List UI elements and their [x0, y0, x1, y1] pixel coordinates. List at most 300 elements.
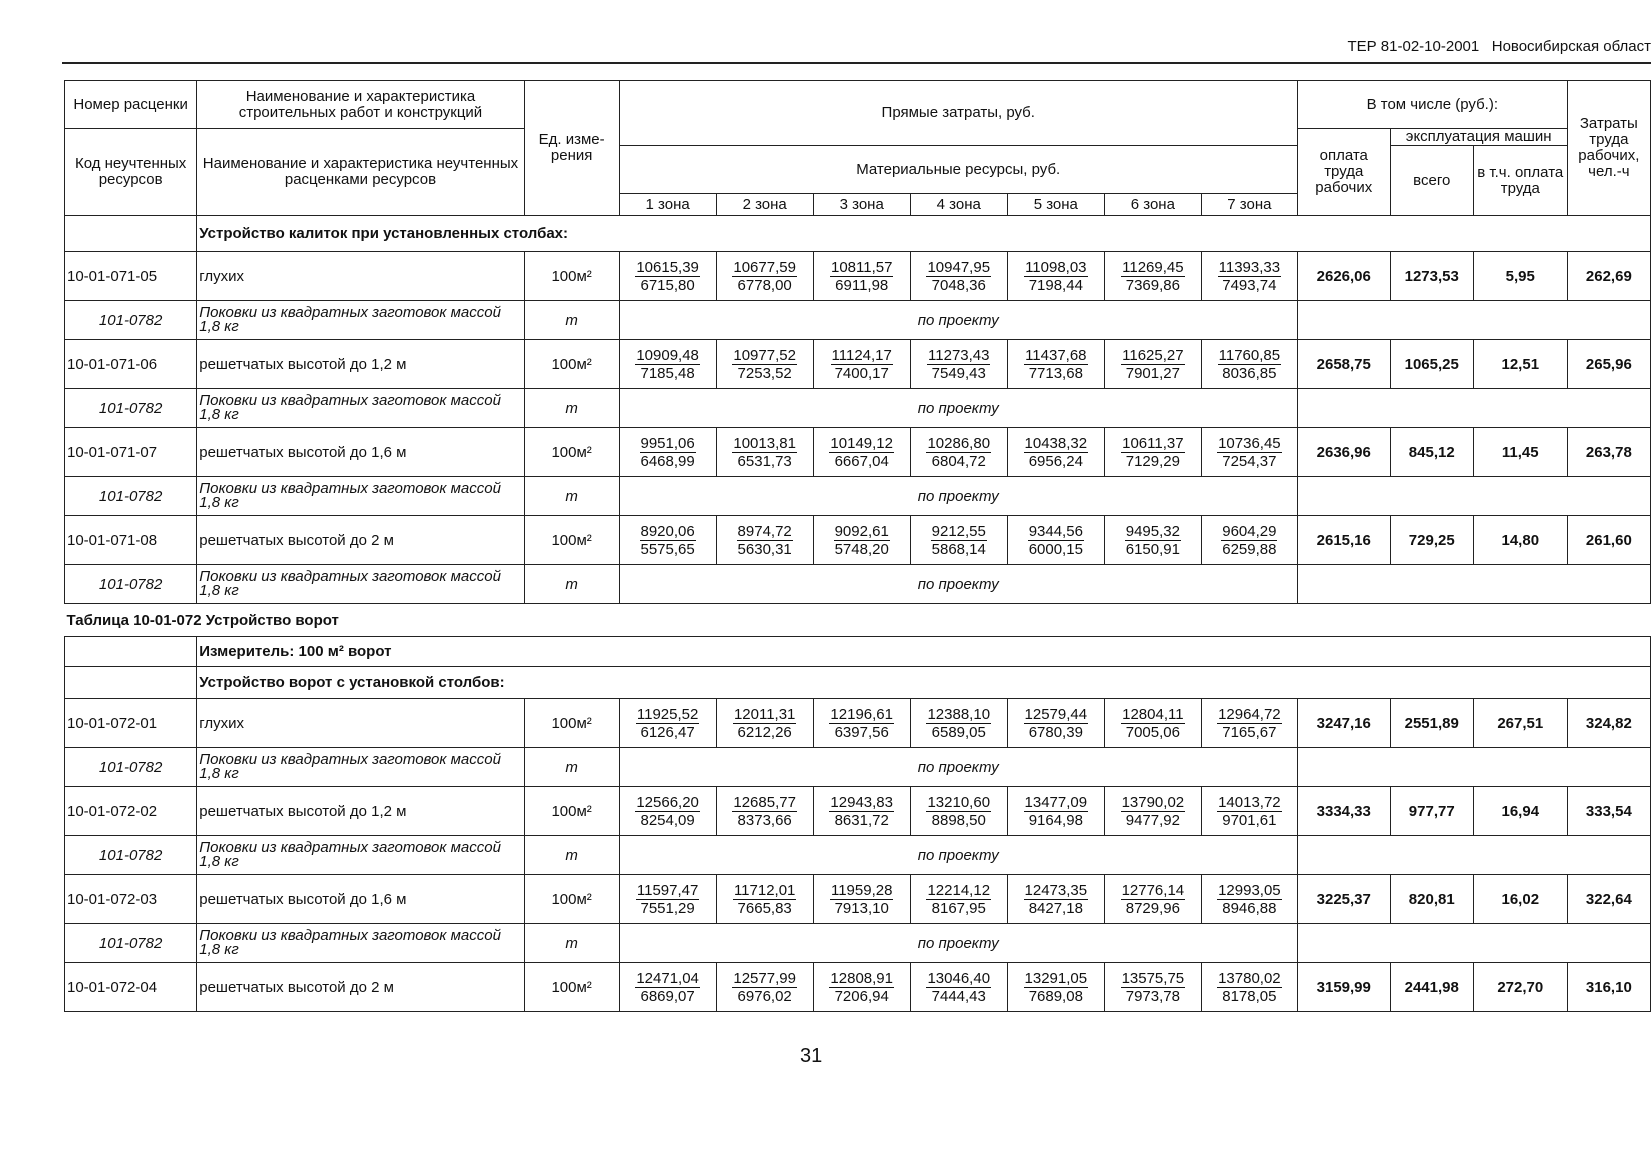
- col-oplata: оплата труда рабочих: [1297, 129, 1390, 216]
- zone-cost-5: [1007, 875, 1104, 924]
- measure-label: Измеритель: 100 м² ворот: [197, 637, 1651, 667]
- direct-cost: 13575,75: [1121, 969, 1185, 987]
- direct-cost: 8920,06: [640, 522, 695, 540]
- direct-cost: 11124,17: [831, 346, 892, 364]
- direct-cost: 12804,11: [1122, 705, 1184, 723]
- resource-empty: [1297, 301, 1650, 340]
- resource-note: по проекту: [619, 565, 1297, 604]
- resource-note: по проекту: [619, 748, 1297, 787]
- col-naim: Наименование и характеристика строительных работ и конструкций: [197, 81, 524, 129]
- machine-total: 2551,89: [1390, 699, 1473, 748]
- resource-note: по проекту: [619, 477, 1297, 516]
- material-cost: 6212,26: [737, 723, 792, 741]
- rate-unit: 100м²: [524, 875, 619, 924]
- machine-total: 820,81: [1390, 875, 1473, 924]
- zone-cost-7: [1201, 428, 1297, 477]
- zone-cost-7: [1201, 875, 1297, 924]
- zone-cost-2: [716, 963, 813, 1012]
- rate-code: 10-01-072-04: [65, 963, 197, 1012]
- direct-cost: 12993,05: [1218, 881, 1281, 899]
- labor-hours: 324,82: [1567, 699, 1650, 748]
- zone-6: 6 зона: [1104, 194, 1201, 216]
- direct-cost: 12471,04: [636, 969, 699, 987]
- resource-name: Поковки из квадратных заготовок массой 1,8 кг: [197, 565, 524, 604]
- machine-labor: 16,94: [1473, 787, 1567, 836]
- zone-cost-1: [619, 699, 716, 748]
- rate-unit: 100м²: [524, 516, 619, 565]
- zone-cost-3: [813, 963, 910, 1012]
- zone-cost-2: [716, 787, 813, 836]
- direct-cost: 12577,99: [733, 969, 796, 987]
- rate-code: 10-01-071-06: [65, 340, 197, 389]
- zone-cost-7: [1201, 787, 1297, 836]
- labor-pay: 3247,16: [1297, 699, 1390, 748]
- col-zatraty: Затраты труда рабочих, чел.-ч: [1567, 81, 1650, 216]
- measure-label-row: [65, 637, 1651, 667]
- rate-row: [65, 340, 1651, 389]
- material-cost: 6804,72: [931, 452, 986, 470]
- direct-cost: 12685,77: [733, 793, 796, 811]
- material-cost: 8946,88: [1222, 899, 1277, 917]
- zone-cost-7: [1201, 516, 1297, 565]
- rate-name: решетчатых высотой до 2 м: [197, 516, 524, 565]
- resource-row: [65, 477, 1651, 516]
- material-cost: 6715,80: [640, 276, 695, 294]
- direct-cost: 12473,35: [1024, 881, 1088, 899]
- resource-empty: [1297, 477, 1650, 516]
- resource-name: Поковки из квадратных заготовок массой 1,8 кг: [197, 748, 524, 787]
- region-name: Новосибирская област: [1491, 38, 1651, 55]
- rate-code: 10-01-072-02: [65, 787, 197, 836]
- material-cost: 7185,48: [640, 364, 695, 382]
- direct-cost: 13477,09: [1024, 793, 1088, 811]
- rate-unit: 100м²: [524, 340, 619, 389]
- direct-cost: 10677,59: [733, 258, 796, 276]
- direct-cost: 11393,33: [1218, 258, 1281, 276]
- machine-labor: 5,95: [1473, 252, 1567, 301]
- zone-cost-5: [1007, 516, 1104, 565]
- direct-cost: 12388,10: [927, 705, 991, 723]
- resource-name: Поковки из квадратных заготовок массой 1,8 кг: [197, 301, 524, 340]
- resource-name: Поковки из квадратных заготовок массой 1,8 кг: [197, 836, 524, 875]
- empty-cell: [65, 637, 197, 667]
- rate-unit: 100м²: [524, 428, 619, 477]
- material-cost: 6397,56: [834, 723, 889, 741]
- labor-hours: 316,10: [1567, 963, 1650, 1012]
- zone-cost-4: [910, 963, 1007, 1012]
- zone-cost-3: [813, 340, 910, 389]
- col-pryamye: Прямые затраты, руб.: [619, 81, 1297, 146]
- rate-name: решетчатых высотой до 1,2 м: [197, 787, 524, 836]
- material-cost: 7400,17: [834, 364, 889, 382]
- resource-row: [65, 836, 1651, 875]
- rate-row: [65, 875, 1651, 924]
- zone-5: 5 зона: [1007, 194, 1104, 216]
- machine-total: 977,77: [1390, 787, 1473, 836]
- rate-row: [65, 699, 1651, 748]
- material-cost: 7549,43: [931, 364, 986, 382]
- material-cost: 7206,94: [834, 987, 889, 1005]
- material-cost: 6780,39: [1028, 723, 1083, 741]
- material-cost: 6911,98: [835, 276, 889, 294]
- col-vtom: В том числе (руб.):: [1297, 81, 1567, 129]
- direct-cost: 10909,48: [636, 346, 699, 364]
- labor-hours: 265,96: [1567, 340, 1650, 389]
- zone-cost-3: [813, 516, 910, 565]
- resource-code: 101-0782: [65, 565, 197, 604]
- direct-cost: 9344,56: [1028, 522, 1083, 540]
- labor-pay: 3159,99: [1297, 963, 1390, 1012]
- resource-empty: [1297, 389, 1650, 428]
- zone-cost-2: [716, 699, 813, 748]
- col-vsego: всего: [1390, 146, 1473, 216]
- machine-labor: 12,51: [1473, 340, 1567, 389]
- material-cost: 8178,05: [1222, 987, 1277, 1005]
- machine-total: 729,25: [1390, 516, 1473, 565]
- zone-cost-3: [813, 252, 910, 301]
- col-ekspl: эксплуатация машин: [1390, 129, 1567, 146]
- material-cost: 8373,66: [737, 811, 792, 829]
- zone-cost-6: [1104, 963, 1201, 1012]
- rate-code: 10-01-071-07: [65, 428, 197, 477]
- zone-cost-7: [1201, 340, 1297, 389]
- resource-unit: т: [524, 301, 619, 340]
- direct-cost: 10736,45: [1218, 434, 1281, 452]
- material-cost: 6000,15: [1028, 540, 1083, 558]
- zone-cost-1: [619, 787, 716, 836]
- zone-cost-5: [1007, 428, 1104, 477]
- resource-unit: т: [524, 748, 619, 787]
- direct-cost: 10947,95: [927, 258, 991, 276]
- rate-name: решетчатых высотой до 2 м: [197, 963, 524, 1012]
- direct-cost: 12011,31: [733, 705, 796, 723]
- direct-cost: 12964,72: [1218, 705, 1281, 723]
- page-number: 31: [800, 1045, 823, 1067]
- rate-row: [65, 252, 1651, 301]
- resource-unit: т: [524, 389, 619, 428]
- running-header: [1347, 38, 1651, 55]
- resource-empty: [1297, 836, 1650, 875]
- direct-cost: 13210,60: [927, 793, 991, 811]
- material-cost: 6259,88: [1222, 540, 1277, 558]
- direct-cost: 13780,02: [1218, 969, 1281, 987]
- material-cost: 7005,06: [1125, 723, 1180, 741]
- material-cost: 7369,86: [1125, 276, 1180, 294]
- material-cost: 5748,20: [834, 540, 889, 558]
- zone-cost-4: [910, 787, 1007, 836]
- direct-cost: 9495,32: [1125, 522, 1180, 540]
- labor-pay: 2615,16: [1297, 516, 1390, 565]
- labor-hours: 322,64: [1567, 875, 1650, 924]
- labor-hours: 261,60: [1567, 516, 1650, 565]
- rate-name: решетчатых высотой до 1,6 м: [197, 428, 524, 477]
- labor-pay: 2626,06: [1297, 252, 1390, 301]
- resource-unit: т: [524, 836, 619, 875]
- rate-code: 10-01-072-01: [65, 699, 197, 748]
- zone-cost-4: [910, 699, 1007, 748]
- section-title-2-row: [65, 667, 1651, 699]
- zone-cost-1: [619, 963, 716, 1012]
- resource-note: по проекту: [619, 389, 1297, 428]
- zone-cost-1: [619, 340, 716, 389]
- rate-name: решетчатых высотой до 1,2 м: [197, 340, 524, 389]
- zone-cost-5: [1007, 787, 1104, 836]
- zone-cost-2: [716, 428, 813, 477]
- material-cost: 7129,29: [1125, 452, 1180, 470]
- direct-cost: 9604,29: [1222, 522, 1277, 540]
- material-cost: 8898,50: [931, 811, 986, 829]
- material-cost: 6976,02: [737, 987, 792, 1005]
- resource-code: 101-0782: [65, 301, 197, 340]
- zone-cost-4: [910, 875, 1007, 924]
- machine-labor: 267,51: [1473, 699, 1567, 748]
- resource-note: по проекту: [619, 924, 1297, 963]
- resource-row: [65, 565, 1651, 604]
- resource-code: 101-0782: [65, 748, 197, 787]
- zone-cost-7: [1201, 699, 1297, 748]
- direct-cost: 11098,03: [1025, 258, 1087, 276]
- direct-cost: 10611,37: [1122, 434, 1184, 452]
- direct-cost: 11925,52: [636, 705, 699, 723]
- direct-cost: 11760,85: [1218, 346, 1281, 364]
- rate-row: [65, 787, 1651, 836]
- rate-unit: 100м²: [524, 963, 619, 1012]
- direct-cost: 11437,68: [1025, 346, 1087, 364]
- zone-cost-6: [1104, 699, 1201, 748]
- direct-cost: 13790,02: [1121, 793, 1185, 811]
- direct-cost: 10149,12: [830, 434, 893, 452]
- section-title-2: Устройство ворот с установкой столбов:: [197, 667, 1651, 699]
- direct-cost: 12196,61: [830, 705, 893, 723]
- zone-cost-1: [619, 428, 716, 477]
- material-cost: 6956,24: [1028, 452, 1083, 470]
- zone-cost-3: [813, 428, 910, 477]
- material-cost: 7973,78: [1125, 987, 1180, 1005]
- material-cost: 7048,36: [931, 276, 986, 294]
- zone-4: 4 зона: [910, 194, 1007, 216]
- resource-code: 101-0782: [65, 924, 197, 963]
- col-naim2: Наименование и характеристика неучтенных расценками ресурсов: [197, 129, 524, 216]
- machine-labor: 16,02: [1473, 875, 1567, 924]
- material-cost: 9477,92: [1125, 811, 1180, 829]
- zone-cost-6: [1104, 252, 1201, 301]
- col-vtch: в т.ч. оплата труда: [1473, 146, 1567, 216]
- labor-hours: 262,69: [1567, 252, 1650, 301]
- material-cost: 8254,09: [640, 811, 695, 829]
- header-rule: [62, 62, 1651, 64]
- material-cost: 7493,74: [1222, 276, 1277, 294]
- col-ed: Ед. изме-рения: [524, 81, 619, 216]
- zone-cost-5: [1007, 699, 1104, 748]
- material-cost: 7901,27: [1125, 364, 1180, 382]
- direct-cost: 11269,45: [1122, 258, 1184, 276]
- zone-cost-2: [716, 516, 813, 565]
- direct-cost: 11959,28: [830, 881, 893, 899]
- rate-row: [65, 428, 1651, 477]
- material-cost: 8729,96: [1125, 899, 1180, 917]
- zone-cost-2: [716, 875, 813, 924]
- section-title-1: Устройство калиток при установленных столбах:: [197, 216, 1651, 252]
- zone-cost-1: [619, 875, 716, 924]
- direct-cost: 11712,01: [733, 881, 796, 899]
- empty-cell: [65, 216, 197, 252]
- resource-row: [65, 301, 1651, 340]
- material-cost: 6531,73: [737, 452, 792, 470]
- zone-cost-4: [910, 516, 1007, 565]
- resource-name: Поковки из квадратных заготовок массой 1,8 кг: [197, 924, 524, 963]
- rate-unit: 100м²: [524, 252, 619, 301]
- material-cost: 7253,52: [737, 364, 792, 382]
- material-cost: 7198,44: [1028, 276, 1083, 294]
- resource-empty: [1297, 748, 1650, 787]
- rate-name: решетчатых высотой до 1,6 м: [197, 875, 524, 924]
- direct-cost: 10013,81: [733, 434, 796, 452]
- zone-cost-4: [910, 340, 1007, 389]
- material-cost: 6126,47: [640, 723, 695, 741]
- material-cost: 5868,14: [931, 540, 986, 558]
- table-title: Таблица 10-01-072 Устройство ворот: [65, 604, 1651, 637]
- resource-row: [65, 389, 1651, 428]
- machine-total: 2441,98: [1390, 963, 1473, 1012]
- resource-empty: [1297, 565, 1650, 604]
- material-cost: 8036,85: [1222, 364, 1277, 382]
- direct-cost: 11625,27: [1122, 346, 1184, 364]
- direct-cost: 12943,83: [830, 793, 893, 811]
- zone-cost-1: [619, 516, 716, 565]
- material-cost: 7165,67: [1222, 723, 1277, 741]
- machine-labor: 272,70: [1473, 963, 1567, 1012]
- zone-7: 7 зона: [1201, 194, 1297, 216]
- resource-unit: т: [524, 565, 619, 604]
- empty-cell: [65, 667, 197, 699]
- direct-cost: 9212,55: [931, 522, 986, 540]
- material-cost: 6778,00: [737, 276, 792, 294]
- rate-row: [65, 516, 1651, 565]
- col-kod: Код неучтенных ресурсов: [65, 129, 197, 216]
- material-cost: 8631,72: [834, 811, 889, 829]
- material-cost: 6150,91: [1125, 540, 1180, 558]
- zone-cost-6: [1104, 787, 1201, 836]
- rates-table: [64, 80, 1651, 1012]
- direct-cost: 12579,44: [1024, 705, 1088, 723]
- resource-code: 101-0782: [65, 477, 197, 516]
- direct-cost: 12566,20: [636, 793, 699, 811]
- zone-cost-4: [910, 428, 1007, 477]
- resource-empty: [1297, 924, 1650, 963]
- rate-name: глухих: [197, 699, 524, 748]
- material-cost: 7551,29: [640, 899, 695, 917]
- material-cost: 6589,05: [931, 723, 986, 741]
- zone-cost-6: [1104, 428, 1201, 477]
- zone-cost-7: [1201, 963, 1297, 1012]
- col-material: Материальные ресурсы, руб.: [619, 146, 1297, 194]
- labor-pay: 3225,37: [1297, 875, 1390, 924]
- machine-labor: 14,80: [1473, 516, 1567, 565]
- zone-1: 1 зона: [619, 194, 716, 216]
- direct-cost: 12776,14: [1121, 881, 1185, 899]
- zone-cost-2: [716, 340, 813, 389]
- labor-pay: 3334,33: [1297, 787, 1390, 836]
- direct-cost: 8974,72: [737, 522, 792, 540]
- direct-cost: 11273,43: [928, 346, 990, 364]
- rate-unit: 100м²: [524, 787, 619, 836]
- direct-cost: 12808,91: [830, 969, 893, 987]
- zone-cost-5: [1007, 252, 1104, 301]
- resource-code: 101-0782: [65, 389, 197, 428]
- zone-cost-2: [716, 252, 813, 301]
- zone-3: 3 зона: [813, 194, 910, 216]
- direct-cost: 9951,06: [640, 434, 695, 452]
- material-cost: 7689,08: [1028, 987, 1083, 1005]
- zone-cost-3: [813, 787, 910, 836]
- resource-unit: т: [524, 924, 619, 963]
- direct-cost: 12214,12: [927, 881, 991, 899]
- rate-code: 10-01-071-05: [65, 252, 197, 301]
- zone-cost-3: [813, 875, 910, 924]
- material-cost: 8167,95: [931, 899, 986, 917]
- direct-cost: 10438,32: [1024, 434, 1088, 452]
- col-nomer: Номер расценки: [65, 81, 197, 129]
- resource-name: Поковки из квадратных заготовок массой 1,8 кг: [197, 389, 524, 428]
- direct-cost: 9092,61: [834, 522, 889, 540]
- direct-cost: 10811,57: [830, 258, 893, 276]
- zone-cost-5: [1007, 340, 1104, 389]
- resource-code: 101-0782: [65, 836, 197, 875]
- zone-cost-6: [1104, 516, 1201, 565]
- resource-row: [65, 748, 1651, 787]
- material-cost: 6468,99: [640, 452, 695, 470]
- material-cost: 5575,65: [640, 540, 695, 558]
- section-title-1-row: [65, 216, 1651, 252]
- rate-row: [65, 963, 1651, 1012]
- zone-cost-4: [910, 252, 1007, 301]
- material-cost: 7665,83: [737, 899, 792, 917]
- direct-cost: 13291,05: [1024, 969, 1088, 987]
- zone-cost-1: [619, 252, 716, 301]
- labor-pay: 2658,75: [1297, 340, 1390, 389]
- material-cost: 9164,98: [1028, 811, 1083, 829]
- labor-hours: 333,54: [1567, 787, 1650, 836]
- rate-code: 10-01-071-08: [65, 516, 197, 565]
- rate-code: 10-01-072-03: [65, 875, 197, 924]
- material-cost: 8427,18: [1028, 899, 1083, 917]
- labor-hours: 263,78: [1567, 428, 1650, 477]
- direct-cost: 10977,52: [733, 346, 796, 364]
- direct-cost: 14013,72: [1218, 793, 1281, 811]
- machine-labor: 11,45: [1473, 428, 1567, 477]
- direct-cost: 10286,80: [927, 434, 991, 452]
- material-cost: 7713,68: [1028, 364, 1083, 382]
- table-title-row: [65, 604, 1651, 637]
- resource-note: по проекту: [619, 836, 1297, 875]
- rate-unit: 100м²: [524, 699, 619, 748]
- material-cost: 5630,31: [737, 540, 792, 558]
- material-cost: 9701,61: [1222, 811, 1277, 829]
- resource-row: [65, 924, 1651, 963]
- resource-note: по проекту: [619, 301, 1297, 340]
- doc-code: ТЕР 81-02-10-2001: [1347, 38, 1480, 55]
- material-cost: 7444,43: [931, 987, 986, 1005]
- material-cost: 7254,37: [1222, 452, 1277, 470]
- zone-cost-6: [1104, 340, 1201, 389]
- direct-cost: 13046,40: [927, 969, 991, 987]
- machine-total: 1273,53: [1390, 252, 1473, 301]
- rate-name: глухих: [197, 252, 524, 301]
- zone-cost-6: [1104, 875, 1201, 924]
- machine-total: 1065,25: [1390, 340, 1473, 389]
- labor-pay: 2636,96: [1297, 428, 1390, 477]
- material-cost: 7913,10: [834, 899, 889, 917]
